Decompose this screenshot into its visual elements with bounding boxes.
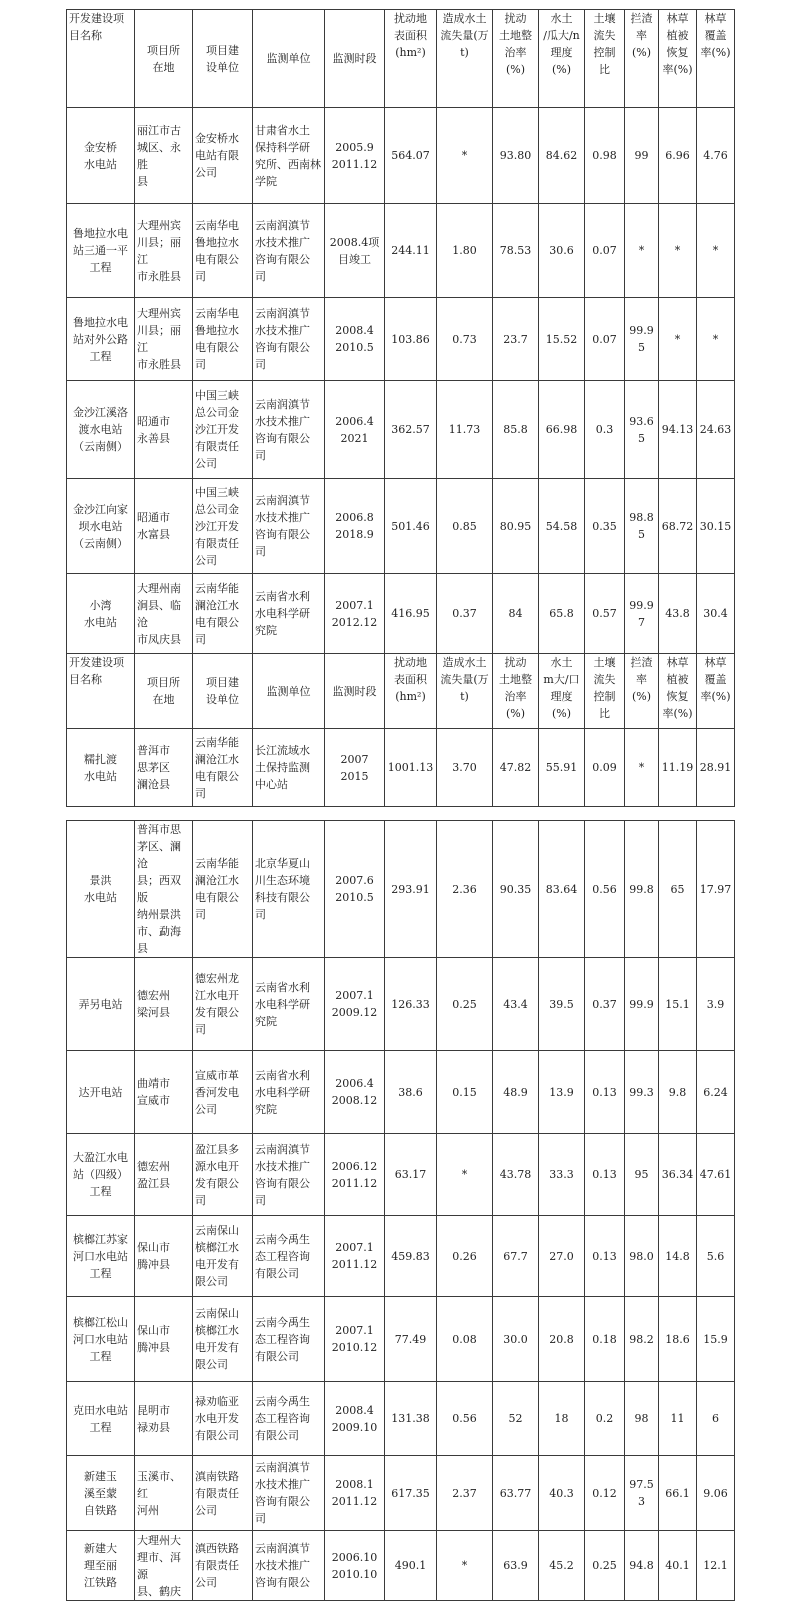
cell-location: 保山市 腾冲县 <box>135 1297 193 1382</box>
cell-disturbed-area: 501.46 <box>385 479 437 574</box>
cell-monitoring-period: 2008.4 2010.5 <box>325 298 385 381</box>
cell-soil-loss-amount: 0.73 <box>437 298 493 381</box>
cell-slag-retention-rate: 93.65 <box>625 381 659 479</box>
cell-soil-loss-amount: * <box>437 108 493 204</box>
table-row <box>67 1456 735 1531</box>
header-erosion-control-degree: 水土 /瓜大/n 理度(%) <box>539 10 585 108</box>
cell-vegetation-cover-rate: 28.91 <box>697 729 735 807</box>
cell-location: 大理州宾 川县；丽江 市永胜县 <box>135 204 193 298</box>
cell-disturbed-area: 103.86 <box>385 298 437 381</box>
cell-location: 玉溪市、红 河州 <box>135 1456 193 1531</box>
cell-slag-retention-rate: 99.95 <box>625 298 659 381</box>
cell-soil-loss-control-ratio: 0.3 <box>585 381 625 479</box>
cell-soil-loss-amount: 0.37 <box>437 574 493 654</box>
cell-erosion-control-degree: 27.0 <box>539 1216 585 1297</box>
cell-land-rehab-rate: 52 <box>493 1382 539 1456</box>
cell-builder: 金安桥水 电站有限 公司 <box>193 108 253 204</box>
cell-soil-loss-amount: 0.85 <box>437 479 493 574</box>
cell-project-name: 槟榔江松山 河口水电站 工程 <box>67 1297 135 1382</box>
cell-builder: 云南华能 澜沧江水 电有限公 司 <box>193 821 253 958</box>
cell-disturbed-area: 416.95 <box>385 574 437 654</box>
cell-land-rehab-rate: 23.7 <box>493 298 539 381</box>
cell-monitoring-period: 2007.1 2010.12 <box>325 1297 385 1382</box>
cell-builder: 中国三峡 总公司金 沙江开发 有限责任 公司 <box>193 381 253 479</box>
cell-vegetation-recovery-rate: 68.72 <box>659 479 697 574</box>
table-row <box>67 381 735 479</box>
cell-builder: 盈江县多 源水电开 发有限公 司 <box>193 1134 253 1216</box>
cell-erosion-control-degree: 55.91 <box>539 729 585 807</box>
cell-erosion-control-degree: 40.3 <box>539 1456 585 1531</box>
header-monitoring-period: 监测时段 <box>325 654 385 729</box>
cell-land-rehab-rate: 78.53 <box>493 204 539 298</box>
cell-erosion-control-degree: 54.58 <box>539 479 585 574</box>
cell-location: 德宏州 梁河县 <box>135 958 193 1051</box>
cell-slag-retention-rate: 99.8 <box>625 821 659 958</box>
cell-monitoring-unit: 云南润滇节 水技术推广 咨询有限公 司 <box>253 204 325 298</box>
cell-vegetation-cover-rate: 30.15 <box>697 479 735 574</box>
cell-location: 丽江市古 城区、永胜 县 <box>135 108 193 204</box>
cell-erosion-control-degree: 83.64 <box>539 821 585 958</box>
cell-soil-loss-amount: 11.73 <box>437 381 493 479</box>
cell-vegetation-cover-rate: 3.9 <box>697 958 735 1051</box>
cell-monitoring-unit: 云南省水利 水电科学研 究院 <box>253 1051 325 1134</box>
cell-erosion-control-degree: 18 <box>539 1382 585 1456</box>
cell-project-name: 糯扎渡 水电站 <box>67 729 135 807</box>
cell-project-name: 金沙江向家 坝水电站 （云南侧） <box>67 479 135 574</box>
header-monitoring-unit: 监测单位 <box>253 654 325 729</box>
cell-soil-loss-control-ratio: 0.12 <box>585 1456 625 1531</box>
cell-disturbed-area: 131.38 <box>385 1382 437 1456</box>
cell-disturbed-area: 490.1 <box>385 1531 437 1601</box>
cell-vegetation-recovery-rate: 14.8 <box>659 1216 697 1297</box>
cell-builder: 云南华电 鲁地拉水 电有限公 司 <box>193 298 253 381</box>
cell-builder: 禄劝临亚 水电开发 有限公司 <box>193 1382 253 1456</box>
cell-monitoring-period: 2008.4项 目竣工 <box>325 204 385 298</box>
cell-slag-retention-rate: 98 <box>625 1382 659 1456</box>
cell-slag-retention-rate: 98.0 <box>625 1216 659 1297</box>
cell-soil-loss-control-ratio: 0.37 <box>585 958 625 1051</box>
cell-slag-retention-rate: 99.3 <box>625 1051 659 1134</box>
cell-project-name: 鲁地拉水电 站对外公路 工程 <box>67 298 135 381</box>
cell-location: 普洱市 思茅区 澜沧县 <box>135 729 193 807</box>
cell-location: 大理州宾 川县；丽江 市永胜县 <box>135 298 193 381</box>
table-row <box>67 574 735 654</box>
cell-vegetation-cover-rate: 12.1 <box>697 1531 735 1601</box>
cell-disturbed-area: 459.83 <box>385 1216 437 1297</box>
cell-vegetation-cover-rate: 6 <box>697 1382 735 1456</box>
cell-land-rehab-rate: 63.77 <box>493 1456 539 1531</box>
cell-erosion-control-degree: 20.8 <box>539 1297 585 1382</box>
cell-land-rehab-rate: 43.78 <box>493 1134 539 1216</box>
cell-vegetation-cover-rate: 4.76 <box>697 108 735 204</box>
cell-project-name: 克田水电站 工程 <box>67 1382 135 1456</box>
header-location: 项目所 在地 <box>135 654 193 729</box>
cell-land-rehab-rate: 84 <box>493 574 539 654</box>
monitoring-table-bottom <box>66 820 735 1601</box>
cell-vegetation-cover-rate: * <box>697 298 735 381</box>
cell-project-name: 达开电站 <box>67 1051 135 1134</box>
cell-monitoring-period: 2006.8 2018.9 <box>325 479 385 574</box>
cell-soil-loss-control-ratio: 0.13 <box>585 1134 625 1216</box>
cell-vegetation-recovery-rate: 18.6 <box>659 1297 697 1382</box>
cell-project-name: 弄另电站 <box>67 958 135 1051</box>
cell-erosion-control-degree: 84.62 <box>539 108 585 204</box>
cell-project-name: 小湾 水电站 <box>67 574 135 654</box>
cell-monitoring-unit: 云南省水利 水电科学研 究院 <box>253 958 325 1051</box>
cell-land-rehab-rate: 47.82 <box>493 729 539 807</box>
cell-vegetation-cover-rate: 30.4 <box>697 574 735 654</box>
cell-disturbed-area: 126.33 <box>385 958 437 1051</box>
cell-project-name: 新建玉 溪至蒙 自铁路 <box>67 1456 135 1531</box>
cell-builder: 滇西铁路 有限责任 公司 <box>193 1531 253 1601</box>
cell-soil-loss-control-ratio: 0.2 <box>585 1382 625 1456</box>
cell-soil-loss-amount: 0.26 <box>437 1216 493 1297</box>
cell-soil-loss-control-ratio: 0.13 <box>585 1216 625 1297</box>
cell-monitoring-period: 2007.1 2009.12 <box>325 958 385 1051</box>
cell-disturbed-area: 244.11 <box>385 204 437 298</box>
cell-soil-loss-control-ratio: 0.57 <box>585 574 625 654</box>
cell-land-rehab-rate: 90.35 <box>493 821 539 958</box>
cell-vegetation-recovery-rate: 11 <box>659 1382 697 1456</box>
cell-monitoring-period: 2005.9 2011.12 <box>325 108 385 204</box>
cell-vegetation-cover-rate: 24.63 <box>697 381 735 479</box>
cell-project-name: 大盈江水电 站（四级） 工程 <box>67 1134 135 1216</box>
header-erosion-control-degree: 水土 m大/口 理度(%) <box>539 654 585 729</box>
cell-monitoring-period: 2006.4 2008.12 <box>325 1051 385 1134</box>
cell-location: 昭通市 水富县 <box>135 479 193 574</box>
cell-vegetation-recovery-rate: 66.1 <box>659 1456 697 1531</box>
header-soil-loss-amount: 造成水土 流失量(万 t) <box>437 10 493 108</box>
header-vegetation-recovery-rate: 林草 植被 恢复 率(%) <box>659 10 697 108</box>
table-row <box>67 958 735 1051</box>
cell-slag-retention-rate: * <box>625 729 659 807</box>
cell-disturbed-area: 617.35 <box>385 1456 437 1531</box>
header-vegetation-cover-rate: 林草 覆盖 率(%) <box>697 654 735 729</box>
monitoring-table-top <box>66 9 735 807</box>
cell-land-rehab-rate: 43.4 <box>493 958 539 1051</box>
cell-vegetation-recovery-rate: 43.8 <box>659 574 697 654</box>
cell-monitoring-unit: 云南润滇节 水技术推广 咨询有限公 司 <box>253 1134 325 1216</box>
cell-monitoring-unit: 云南今禹生 态工程咨询 有限公司 <box>253 1297 325 1382</box>
cell-soil-loss-control-ratio: 0.13 <box>585 1051 625 1134</box>
cell-project-name: 金沙江溪洛 渡水电站 （云南侧） <box>67 381 135 479</box>
cell-soil-loss-control-ratio: 0.18 <box>585 1297 625 1382</box>
table-row <box>67 1531 735 1601</box>
cell-land-rehab-rate: 67.7 <box>493 1216 539 1297</box>
table-row <box>67 479 735 574</box>
cell-land-rehab-rate: 30.0 <box>493 1297 539 1382</box>
cell-slag-retention-rate: 97.53 <box>625 1456 659 1531</box>
cell-location: 大理州大 理市、洱源 县、鹤庆 <box>135 1531 193 1601</box>
cell-monitoring-unit: 云南今禹生 态工程咨询 有限公司 <box>253 1216 325 1297</box>
cell-slag-retention-rate: 98.2 <box>625 1297 659 1382</box>
cell-location: 德宏州 盈江县 <box>135 1134 193 1216</box>
cell-vegetation-recovery-rate: * <box>659 298 697 381</box>
table-header-row <box>67 654 735 729</box>
header-builder: 项目建 设单位 <box>193 10 253 108</box>
header-land-rehab-rate: 扰动 土地整 治率 (%) <box>493 10 539 108</box>
cell-erosion-control-degree: 45.2 <box>539 1531 585 1601</box>
cell-erosion-control-degree: 15.52 <box>539 298 585 381</box>
cell-vegetation-recovery-rate: 15.1 <box>659 958 697 1051</box>
cell-slag-retention-rate: 99.9 <box>625 958 659 1051</box>
cell-disturbed-area: 362.57 <box>385 381 437 479</box>
cell-soil-loss-control-ratio: 0.09 <box>585 729 625 807</box>
cell-vegetation-cover-rate: 6.24 <box>697 1051 735 1134</box>
cell-land-rehab-rate: 63.9 <box>493 1531 539 1601</box>
cell-vegetation-recovery-rate: 11.19 <box>659 729 697 807</box>
cell-soil-loss-control-ratio: 0.07 <box>585 204 625 298</box>
header-disturbed-area: 扰动地 表面积 (hm²) <box>385 10 437 108</box>
table-row <box>67 821 735 958</box>
header-disturbed-area: 扰动地 表面积 (hm²) <box>385 654 437 729</box>
cell-builder: 云南华能 澜沧江水 电有限公 司 <box>193 574 253 654</box>
header-monitoring-period: 监测时段 <box>325 10 385 108</box>
table-row <box>67 729 735 807</box>
cell-monitoring-unit: 北京华夏山 川生态环境 科技有限公 司 <box>253 821 325 958</box>
cell-slag-retention-rate: 99 <box>625 108 659 204</box>
cell-disturbed-area: 38.6 <box>385 1051 437 1134</box>
cell-land-rehab-rate: 80.95 <box>493 479 539 574</box>
cell-location: 普洱市思 茅区、澜沧 县；西双版 纳州景洪 市、勐海县 <box>135 821 193 958</box>
cell-location: 昭通市 永善县 <box>135 381 193 479</box>
table-row <box>67 1134 735 1216</box>
cell-builder: 云南华能 澜沧江水 电有限公 司 <box>193 729 253 807</box>
cell-soil-loss-control-ratio: 0.07 <box>585 298 625 381</box>
cell-location: 曲靖市 宣威市 <box>135 1051 193 1134</box>
cell-soil-loss-amount: 0.08 <box>437 1297 493 1382</box>
header-location: 项目所 在地 <box>135 10 193 108</box>
cell-monitoring-unit: 云南润滇节 水技术推广 咨询有限公 司 <box>253 298 325 381</box>
cell-monitoring-unit: 长江流域水 土保持监测 中心站 <box>253 729 325 807</box>
cell-vegetation-recovery-rate: 36.34 <box>659 1134 697 1216</box>
header-project-name: 开发建设项 目名称 <box>67 10 135 108</box>
cell-monitoring-period: 2008.4 2009.10 <box>325 1382 385 1456</box>
cell-vegetation-recovery-rate: 9.8 <box>659 1051 697 1134</box>
cell-disturbed-area: 1001.13 <box>385 729 437 807</box>
cell-monitoring-unit: 云南润滇节 水技术推广 咨询有限公 <box>253 1531 325 1601</box>
cell-monitoring-unit: 云南润滇节 水技术推广 咨询有限公 司 <box>253 479 325 574</box>
header-builder: 项目建 设单位 <box>193 654 253 729</box>
cell-location: 大理州南 涧县、临沧 市凤庆县 <box>135 574 193 654</box>
cell-soil-loss-control-ratio: 0.35 <box>585 479 625 574</box>
cell-soil-loss-amount: * <box>437 1531 493 1601</box>
cell-vegetation-recovery-rate: * <box>659 204 697 298</box>
cell-project-name: 景洪 水电站 <box>67 821 135 958</box>
cell-monitoring-unit: 云南省水利 水电科学研 究院 <box>253 574 325 654</box>
table-row <box>67 108 735 204</box>
cell-location: 昆明市 禄劝县 <box>135 1382 193 1456</box>
table-row <box>67 298 735 381</box>
cell-monitoring-period: 2007.1 2011.12 <box>325 1216 385 1297</box>
header-soil-loss-control-ratio: 土壤 流失 控制 比 <box>585 654 625 729</box>
header-soil-loss-control-ratio: 土壤 流失 控制 比 <box>585 10 625 108</box>
cell-erosion-control-degree: 33.3 <box>539 1134 585 1216</box>
cell-erosion-control-degree: 66.98 <box>539 381 585 479</box>
cell-monitoring-period: 2007.1 2012.12 <box>325 574 385 654</box>
cell-project-name: 槟榔江苏家 河口水电站 工程 <box>67 1216 135 1297</box>
cell-land-rehab-rate: 85.8 <box>493 381 539 479</box>
cell-soil-loss-amount: 2.36 <box>437 821 493 958</box>
cell-builder: 云南保山 槟榔江水 电开发有 限公司 <box>193 1297 253 1382</box>
header-vegetation-cover-rate: 林草 覆盖 率(%) <box>697 10 735 108</box>
table-header-row <box>67 10 735 108</box>
table-row <box>67 1051 735 1134</box>
table-row <box>67 1216 735 1297</box>
cell-disturbed-area: 564.07 <box>385 108 437 204</box>
cell-monitoring-unit: 甘肃省水土 保持科学研 究所、西南林 学院 <box>253 108 325 204</box>
cell-project-name: 金安桥 水电站 <box>67 108 135 204</box>
cell-monitoring-period: 2007 2015 <box>325 729 385 807</box>
cell-vegetation-recovery-rate: 94.13 <box>659 381 697 479</box>
cell-vegetation-cover-rate: 9.06 <box>697 1456 735 1531</box>
cell-vegetation-cover-rate: * <box>697 204 735 298</box>
cell-disturbed-area: 293.91 <box>385 821 437 958</box>
cell-vegetation-recovery-rate: 65 <box>659 821 697 958</box>
cell-vegetation-cover-rate: 5.6 <box>697 1216 735 1297</box>
cell-disturbed-area: 77.49 <box>385 1297 437 1382</box>
cell-monitoring-unit: 云南润滇节 水技术推广 咨询有限公 司 <box>253 1456 325 1531</box>
cell-vegetation-cover-rate: 47.61 <box>697 1134 735 1216</box>
table-row <box>67 204 735 298</box>
cell-soil-loss-control-ratio: 0.25 <box>585 1531 625 1601</box>
cell-monitoring-unit: 云南今禹生 态工程咨询 有限公司 <box>253 1382 325 1456</box>
cell-monitoring-period: 2008.1 2011.12 <box>325 1456 385 1531</box>
cell-vegetation-recovery-rate: 40.1 <box>659 1531 697 1601</box>
cell-erosion-control-degree: 39.5 <box>539 958 585 1051</box>
cell-location: 保山市 腾冲县 <box>135 1216 193 1297</box>
header-land-rehab-rate: 扰动 土地整 治率 (%) <box>493 654 539 729</box>
cell-disturbed-area: 63.17 <box>385 1134 437 1216</box>
cell-slag-retention-rate: 95 <box>625 1134 659 1216</box>
cell-soil-loss-amount: 0.25 <box>437 958 493 1051</box>
cell-slag-retention-rate: * <box>625 204 659 298</box>
cell-soil-loss-control-ratio: 0.56 <box>585 821 625 958</box>
cell-monitoring-period: 2007.6 2010.5 <box>325 821 385 958</box>
header-slag-retention-rate: 拦渣 率 (%) <box>625 654 659 729</box>
cell-monitoring-period: 2006.12 2011.12 <box>325 1134 385 1216</box>
cell-builder: 滇南铁路 有限责任 公司 <box>193 1456 253 1531</box>
cell-vegetation-cover-rate: 17.97 <box>697 821 735 958</box>
cell-soil-loss-amount: 2.37 <box>437 1456 493 1531</box>
table-row <box>67 1382 735 1456</box>
table-row <box>67 1297 735 1382</box>
header-monitoring-unit: 监测单位 <box>253 10 325 108</box>
cell-vegetation-cover-rate: 15.9 <box>697 1297 735 1382</box>
cell-soil-loss-amount: 0.15 <box>437 1051 493 1134</box>
cell-soil-loss-control-ratio: 0.98 <box>585 108 625 204</box>
cell-land-rehab-rate: 48.9 <box>493 1051 539 1134</box>
cell-builder: 中国三峡 总公司金 沙江开发 有限责任 公司 <box>193 479 253 574</box>
cell-builder: 云南华电 鲁地拉水 电有限公 司 <box>193 204 253 298</box>
header-soil-loss-amount: 造成水土 流失量(万 t) <box>437 654 493 729</box>
cell-builder: 云南保山 槟榔江水 电开发有 限公司 <box>193 1216 253 1297</box>
cell-soil-loss-amount: 0.56 <box>437 1382 493 1456</box>
cell-erosion-control-degree: 30.6 <box>539 204 585 298</box>
cell-monitoring-period: 2006.4 2021 <box>325 381 385 479</box>
cell-soil-loss-amount: * <box>437 1134 493 1216</box>
cell-land-rehab-rate: 93.80 <box>493 108 539 204</box>
header-vegetation-recovery-rate: 林草 植被 恢复 率(%) <box>659 654 697 729</box>
cell-monitoring-unit: 云南润滇节 水技术推广 咨询有限公 司 <box>253 381 325 479</box>
cell-slag-retention-rate: 94.8 <box>625 1531 659 1601</box>
cell-project-name: 新建大 理至丽 江铁路 <box>67 1531 135 1601</box>
cell-builder: 宣威市革 香河发电 公司 <box>193 1051 253 1134</box>
cell-erosion-control-degree: 13.9 <box>539 1051 585 1134</box>
cell-slag-retention-rate: 98.85 <box>625 479 659 574</box>
header-slag-retention-rate: 拦渣 率 (%) <box>625 10 659 108</box>
cell-monitoring-period: 2006.10 2010.10 <box>325 1531 385 1601</box>
cell-slag-retention-rate: 99.97 <box>625 574 659 654</box>
cell-builder: 德宏州龙 江水电开 发有限公 司 <box>193 958 253 1051</box>
header-project-name: 开发建设项 目名称 <box>67 654 135 729</box>
cell-soil-loss-amount: 1.80 <box>437 204 493 298</box>
cell-project-name: 鲁地拉水电 站三通一平 工程 <box>67 204 135 298</box>
cell-soil-loss-amount: 3.70 <box>437 729 493 807</box>
cell-erosion-control-degree: 65.8 <box>539 574 585 654</box>
cell-vegetation-recovery-rate: 6.96 <box>659 108 697 204</box>
